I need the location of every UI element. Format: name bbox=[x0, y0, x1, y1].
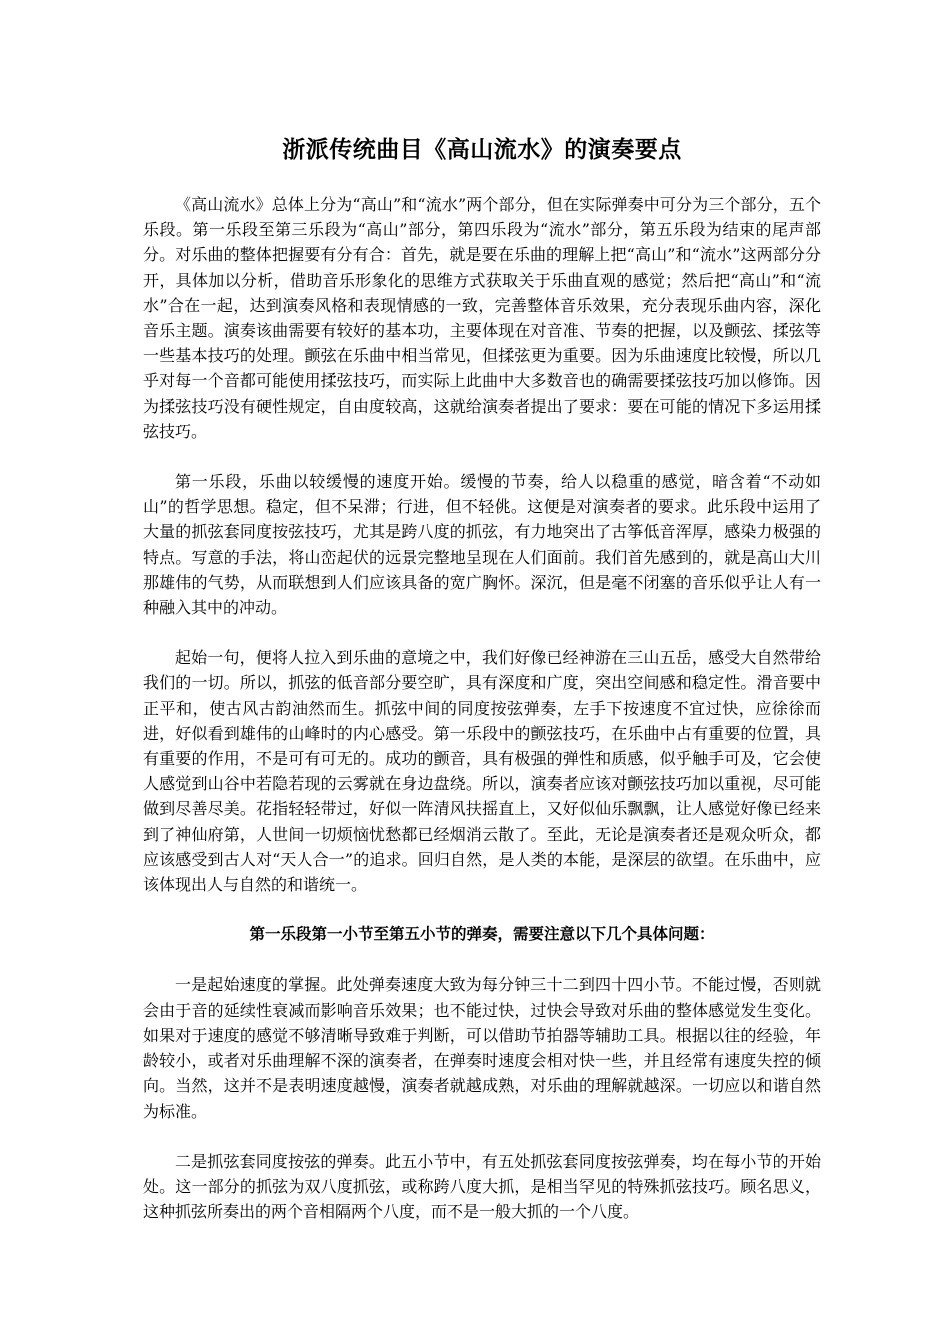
paragraph-section-one: 第一乐段，乐曲以较缓慢的速度开始。缓慢的节奏，给人以稳重的感觉，暗含着“不动如山”的哲学思想。稳定，但不呆滞；行进，但不轻佻。这便是对演奏者的要求。此乐段中运用了大量的抓弦套同度按弦技巧，尤其是跨八度的抓弦，有力地突出了古筝低音浑厚，感染力极强的特点。写意的手法，将山峦起伏的远景完整地呈现在人们面前。我们首先感到的，就是高山大川那雄伟的气势，从而联想到人们应该具备的宽广胸怀。深沉，但是毫不闭塞的音乐似乎让人有一种融入其中的冲动。 bbox=[143, 472, 821, 618]
section-subheading: 第一乐段第一小节至第五小节的弹奏，需要注意以下几个具体问题： bbox=[249, 925, 715, 944]
spacer bbox=[143, 620, 821, 645]
spacer bbox=[143, 172, 821, 192]
spacer bbox=[143, 1124, 821, 1149]
spacer bbox=[143, 947, 821, 972]
paragraph-overview: 《高山流水》总体上分为“高山”和“流水”两个部分，但在实际弹奏中可分为三个部分，五个乐段。第一乐段至第三乐段为“高山”部分，第四乐段为“流水”部分，第五乐段为结束的尾声部分。对乐曲的整体把握要有分有合：首先，就是要在乐曲的理解上把“高山”和“流水”这两部分分开，具体加以分析，借助音乐形象化的思维方式获取关于乐曲直观的感觉；然后把“高山”和“流水”合在一起，达到演奏风格和表现情感的一致，完善整体音乐效果，充分表现乐曲内容，深化音乐主题。演奏该曲需要有较好的基本功，主要体现在对音准、节奏的把握，以及颤弦、揉弦等一些基本技巧的处理。颤弦在乐曲中相当常见，但揉弦更为重要。因为乐曲速度比较慢，所以几乎对每一个音都可能使用揉弦技巧，而实际上此曲中大多数音也的确需要揉弦技巧加以修饰。因为揉弦技巧没有硬性规定，自由度较高，这就给演奏者提出了要求：要在可能的情况下多运用揉弦技巧。 bbox=[143, 195, 821, 441]
document-page bbox=[143, 128, 821, 1224]
spacer bbox=[143, 444, 821, 469]
document-title: 浙派传统曲目《高山流水》的演奏要点 bbox=[282, 137, 682, 163]
paragraph-opening-phrase: 起始一句，便将人拉入到乐曲的意境之中，我们好像已经神游在三山五岳，感受大自然带给我们的一切。所以，抓弦的低音部分要空旷，具有深度和广度，突出空间感和稳定性。滑音要中正平和，使古风古韵油然而生。抓弦中间的同度按弦弹奏，左手下按速度不宜过快，应徐徐而进，好似看到雄伟的山峰时的内心感受。第一乐段中的颤弦技巧，在乐曲中占有重要的位置，具有重要的作用，不是可有可无的。成功的颤音，具有极强的弹性和质感，似乎触手可及，它会使人感觉到山谷中若隐若现的云雾就在身边盘绕。所以，演奏者应该对颤弦技巧加以重视，尽可能做到尽善尽美。花指轻轻带过，好似一阵清风扶摇直上，又好似仙乐飘飘，让人感觉好像已经来到了神仙府第，人世间一切烦恼忧愁都已经烟消云散了。至此，无论是演奏者还是观众听众，都应该感受到古人对“天人合一”的追求。回归自然，是人类的本能，是深层的欲望。在乐曲中，应该体现出人与自然的和谐统一。 bbox=[143, 648, 821, 895]
paragraph-point-two: 二是抓弦套同度按弦的弹奏。此五小节中，有五处抓弦套同度按弦弹奏，均在每小节的开始处。这一部分的抓弦为双八度抓弦，或称跨八度大抓，是相当罕见的特殊抓弦技巧。顾名思义，这种抓弦所奏出的两个音相隔两个八度，而不是一般大抓的一个八度。 bbox=[143, 1151, 821, 1222]
spacer bbox=[143, 897, 821, 922]
paragraph-point-one: 一是起始速度的掌握。此处弹奏速度大致为每分钟三十二到四十四小节。不能过慢，否则就会由于音的延续性衰减而影响音乐效果；也不能过快，过快会导致对乐曲的整体感觉发生变化。如果对于速度的感觉不够清晰导致难于判断，可以借助节拍器等辅助工具。根据以往的经验，年龄较小，或者对乐曲理解不深的演奏者，在弹奏时速度会相对快一些，并且经常有速度失控的倾向。当然，这并不是表明速度越慢，演奏者就越成熟，对乐曲的理解就越深。一切应以和谐自然为标准。 bbox=[143, 975, 821, 1121]
